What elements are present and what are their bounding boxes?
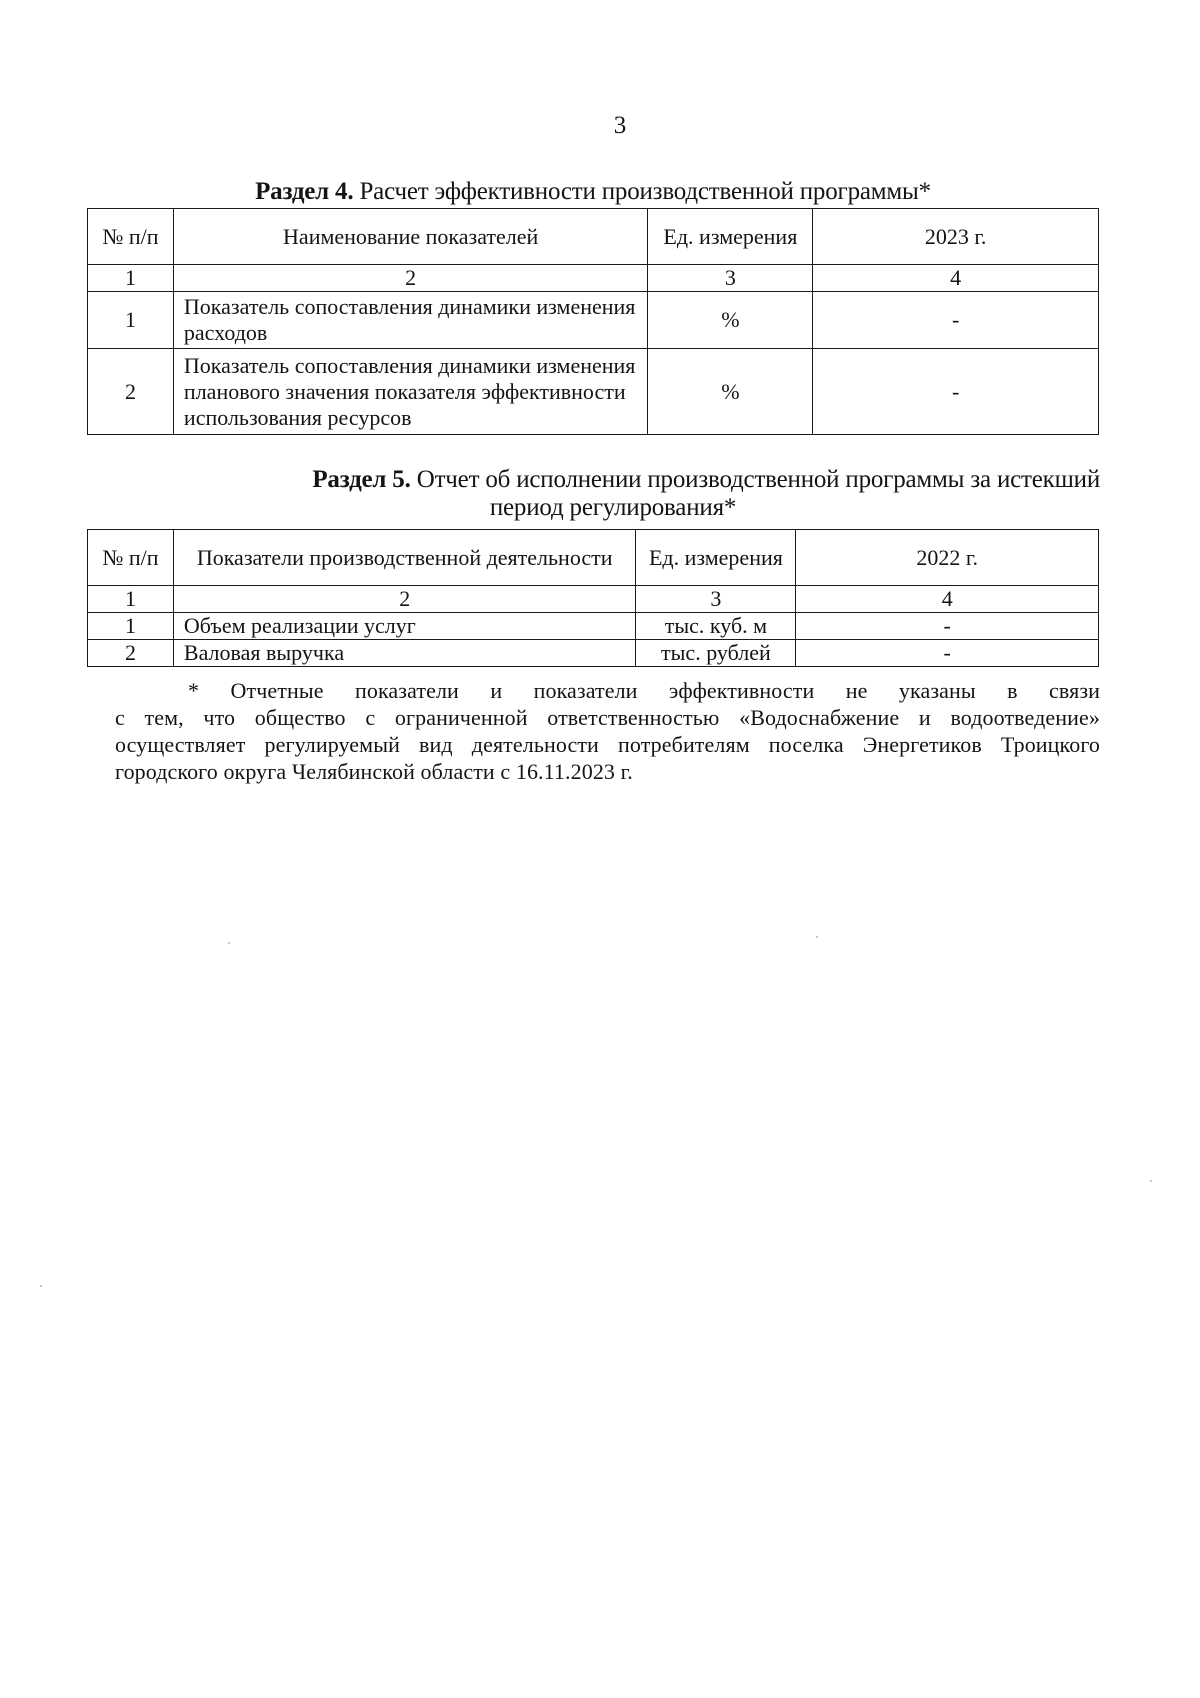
numbering-cell: 2 bbox=[173, 265, 648, 292]
footnote bbox=[115, 677, 1100, 785]
scan-speck bbox=[816, 936, 818, 938]
section-5-title bbox=[86, 466, 1100, 522]
section-5-title-line2: период регулирования* bbox=[489, 494, 737, 521]
numbering-cell: 1 bbox=[88, 586, 174, 613]
row-num: 1 bbox=[88, 613, 174, 640]
table-row bbox=[88, 349, 1099, 435]
row-unit: тыс. куб. м bbox=[636, 613, 796, 640]
row-unit: % bbox=[648, 349, 813, 435]
table-numbering-row bbox=[88, 265, 1099, 292]
scan-speck bbox=[1150, 1180, 1152, 1182]
row-value: - bbox=[796, 640, 1099, 667]
section-5-title-text: Отчет об исполнении производственной программы за истекший bbox=[410, 466, 1100, 493]
row-num: 2 bbox=[88, 640, 174, 667]
table-row bbox=[88, 292, 1099, 349]
numbering-cell: 3 bbox=[636, 586, 796, 613]
table-header-row bbox=[88, 530, 1099, 586]
numbering-cell: 1 bbox=[88, 265, 174, 292]
section-5-table bbox=[87, 529, 1099, 667]
header-name: Показатели производственной деятельности bbox=[173, 530, 636, 586]
section-4-title-text: Расчет эффективности производственной программы* bbox=[353, 178, 931, 205]
section-4-table bbox=[87, 208, 1099, 435]
row-value: - bbox=[796, 613, 1099, 640]
row-name: Объем реализации услуг bbox=[173, 613, 636, 640]
scan-speck bbox=[40, 1285, 42, 1287]
row-value: - bbox=[813, 292, 1099, 349]
row-name: Показатель сопоставления динамики изменения расходов bbox=[173, 292, 648, 349]
header-year: 2022 г. bbox=[796, 530, 1099, 586]
header-unit: Ед. измерения bbox=[648, 209, 813, 265]
row-num: 2 bbox=[88, 349, 174, 435]
footnote-text: с тем, что общество с ограниченной ответственностью «Водоснабжение и водоотведение» осуществляет регулируемый вид деятельности потребителям поселка Энергетиков Троицкого городского округа Челябинской области с 16.11.2023 г. bbox=[115, 705, 1100, 784]
row-value: - bbox=[813, 349, 1099, 435]
header-num: № п/п bbox=[88, 209, 174, 265]
section-4-title-bold: Раздел 4. bbox=[255, 178, 354, 205]
header-unit: Ед. измерения bbox=[636, 530, 796, 586]
numbering-cell: 4 bbox=[813, 265, 1099, 292]
scan-speck bbox=[228, 942, 230, 944]
numbering-cell: 4 bbox=[796, 586, 1099, 613]
header-year: 2023 г. bbox=[813, 209, 1099, 265]
section-4-title bbox=[86, 178, 1100, 206]
page-number: 3 bbox=[613, 112, 627, 139]
row-unit: тыс. рублей bbox=[636, 640, 796, 667]
table-row bbox=[88, 613, 1099, 640]
row-name: Показатель сопоставления динамики изменения планового значения показателя эффективности использования ресурсов bbox=[173, 349, 648, 435]
section-5-title-bold: Раздел 5. bbox=[312, 466, 411, 493]
header-num: № п/п bbox=[88, 530, 174, 586]
row-name: Валовая выручка bbox=[173, 640, 636, 667]
row-unit: % bbox=[648, 292, 813, 349]
header-name: Наименование показателей bbox=[173, 209, 648, 265]
numbering-cell: 2 bbox=[173, 586, 636, 613]
section-5-title-line1 bbox=[86, 466, 1100, 494]
table-header-row bbox=[88, 209, 1099, 265]
row-num: 1 bbox=[88, 292, 174, 349]
footnote-line-1: * Отчетные показатели и показатели эффективности не указаны в связи bbox=[188, 678, 1100, 703]
table-numbering-row bbox=[88, 586, 1099, 613]
table-row bbox=[88, 640, 1099, 667]
numbering-cell: 3 bbox=[648, 265, 813, 292]
